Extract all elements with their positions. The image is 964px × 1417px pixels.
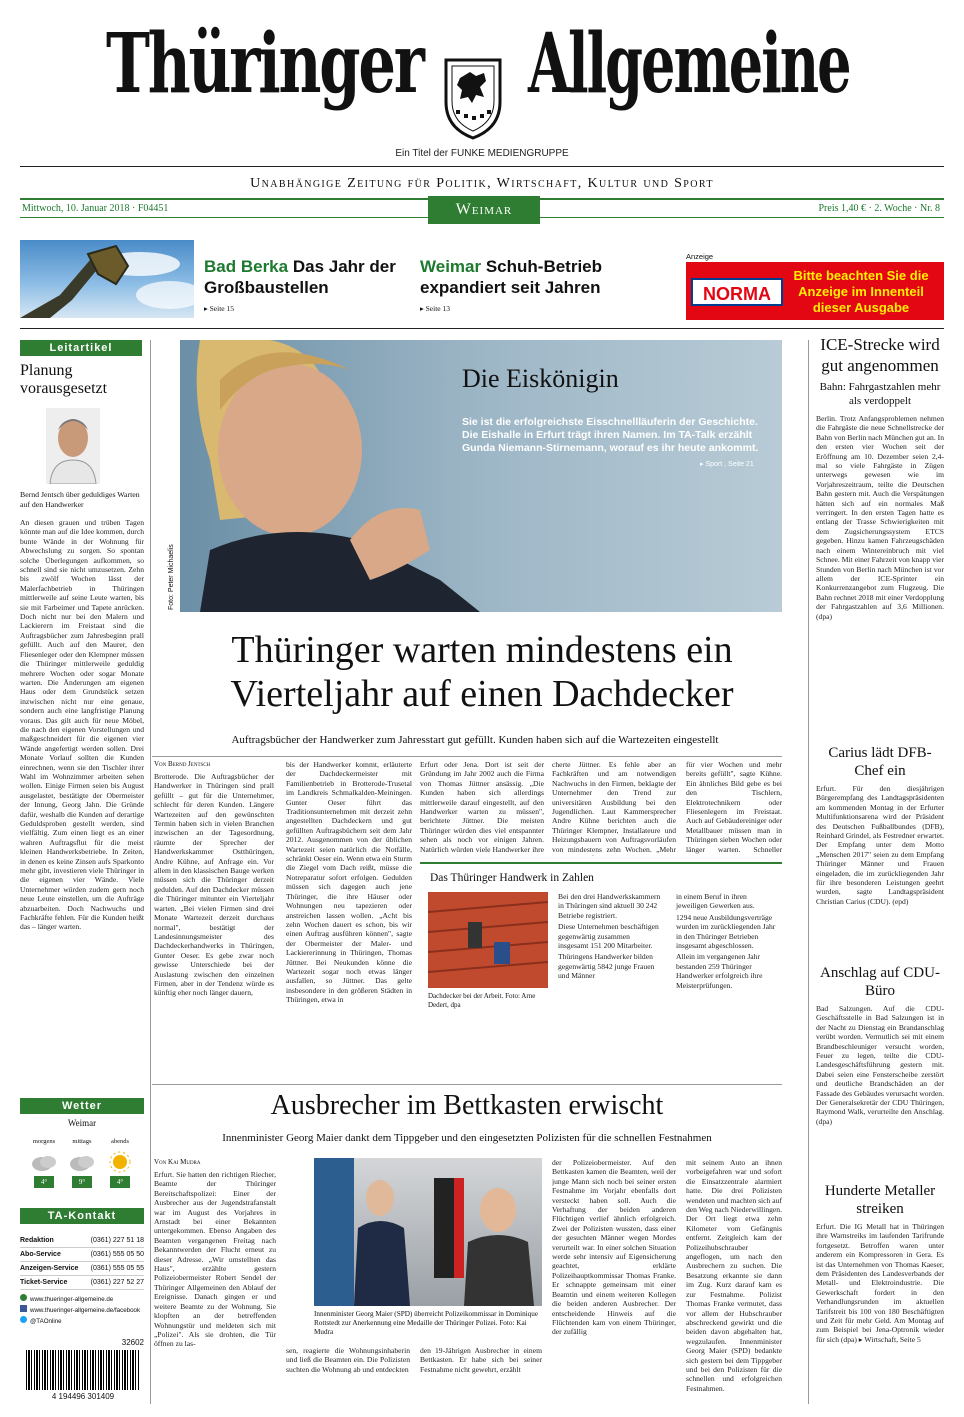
second-col-2: sen, reagierte die Wohnungsinhaberin und ließ die Beamten ein. Die Polizisten suchten die Wohnung ab und entdeckten — [286, 1346, 410, 1374]
news-carius — [816, 744, 944, 954]
teaser-headline: Das Jahr der Großbaustellen — [204, 257, 396, 297]
infobox-facts-left: Bei den drei Handwerkskammern in Thüringen sind aktuell 30 242 Betriebe registriert. Diese Unternehmen beschäftigen gegenwärtig zusammen insgesamt 151 200 Mitarbeiter. Thüringens Handwerker bilden gegenwärtig 5842 junge Frauen und Männer — [558, 892, 661, 981]
second-headline: Ausbrecher im Bettkasten erwischt — [270, 1090, 664, 1121]
barcode-bottom-number: 4 194496 301409 — [51, 1392, 115, 1401]
leitartikel-text: An diesen grauen und trüben Tagen könnte man auf die Idee kommen, durch bunte Wände in der Wohnung für Abwechslung zu sorgen. So spontan solche Überlegungen aufkommen, so schnell sind sie nicht umzusetzen. Zehn bis zwölf Wochen lässt der Malerfachbetrieb in Thüringen mittlerweile auf seine Leute warten, bis sie mit Farbeimer und Tapete anrücken. Doch nicht nur bei den Malern und Lackierern im Freistaat sind die Auftragsbücher zum Jahresbeginn prall gefüllt. Auch auf den Maurer, den Fliesenleger oder den Klempner müssen die Thüringer mittlerweile geduldig mehrere Wochen oder sogar Monate warten. Die Änderungen am eigenen Haus oder dem Grundstück setzen inzwischen nicht nur eine genaue, sondern auch eine langfristige Planung voraus. Das gilt auch für neue Möbel, die nach den eigenen Vorstellungen und maßgeschneidert für die eigenen vier Wände angefertigt werden sollen. Drei Monate Vorlauf sollten die Kunden einrechnen, wenn sie den Tischler ihrer Wahl im Wohnzimmer arbeiten sehen wollen. Einige Firmen seien bis August ausgelastet, bestätigte der Obermeister der Innung, Georg Jahn. Die Gründe dafür, weshalb die Kunden auf derartige Geduldsproben gestellt werden, sind vielfältig. Zum einen liegt es an einer wahren Auftragsflut für die meist kleinen Handwerksbetriebe. In Zeiten, in denen es keine Zinsen aufs Sparkonto mehr gibt, investieren viele Thüringer in die eigenen vier Wände. Viele Unternehmer würden zudem gern noch neue Leute einstellen, um die Aufträge abzuarbeiten. Doch Nachwuchs und Fachkräfte fehlen. Für die Kunden heißt das – länger warten. — [20, 518, 144, 932]
handwerk-infobox — [420, 862, 782, 1102]
author-portrait — [46, 408, 100, 484]
hero-ref: ▸ Sport , Seite 21 — [700, 461, 754, 468]
infobox-facts-right: in einem Beruf in ihren jeweiligen Gewerken aus. 1294 neue Ausbildungsverträge wurden im zurückliegenden Jahr in den Thüringer Betrieben insgesamt abgeschlossen. Allein im vergangenen Jahr bestanden 259 Thüringer Handwerker erfolgreich ihre Meisterprüfungen. — [676, 892, 776, 990]
roofer-caption: Dachdecker bei der Arbeit. Foto: Arne Dedert, dpa — [428, 992, 536, 1009]
barcode-bars — [26, 1350, 140, 1390]
leitartikel-body — [20, 518, 144, 1084]
ad-text: Bitte beachten Sie die Anzeige im Innenteil dieser Ausgabe — [793, 268, 929, 315]
minister-photo[interactable] — [314, 1158, 542, 1306]
lead-col-2: bis der Handwerker kommt, erläuterte der Dachdeckermeister mit Familienbetrieb in Brotterode-Trusetal im Landkreis Schmalkalden-Meiningen. Gunter Oeser führt das Traditionsunternehmen mit derzeit zehn angestellten Dachdeckern und gut gefüllten Auftragsbüchern seit dem Jahr 2012. Ausgenommen von der üblichen Wartezeit seien natürlich die Notfälle, schränkt Oeser ein. Wenn etwa ein Sturm die Ziegel vom Dach reißt, müsse die Notreparatur sofort erfolgen. Gedulden müssen sich dagegen auch jene Thüringer, die ihre Häuser oder Wohnungen neu tapezieren oder anstreichen lassen wollen. „Acht bis zehn Wochen dauert es schon, bis wir einen Auftrag ausführen können", sagte der Obermeister der Maler- und Lackiererinnung in Thüringen, Thomas Jüttner. Bei Neukunden könne die Wartezeit sogar noch etwas länger ausfallen, so Jüttner. Das gelte insbesondere in den größeren Städten in Thüringen, etwa in — [286, 760, 412, 1005]
contact-row: Ticket-Service (0361) 227 52 27 — [20, 1276, 144, 1290]
contact-row: Redaktion (0361) 227 51 18 — [20, 1234, 144, 1248]
masthead-title-right: Allgemeine — [528, 16, 850, 112]
facebook-icon — [20, 1305, 27, 1312]
hero-title: Die Eiskönigin — [462, 364, 619, 393]
hero-photo[interactable] — [180, 340, 782, 612]
teaser-page: ▸ Seite 15 — [204, 304, 235, 313]
edition-badge: Weimar — [428, 196, 540, 224]
infobox-title: Das Thüringer Handwerk in Zahlen — [430, 872, 594, 884]
barcode — [20, 1338, 146, 1404]
second-col-4: der Polizeiobermeister. Auf den Bettkasten kamen die Beamten, weil der junge Mann sich noch bei seiner ersten Festnahme im Vorjahr ebenfalls dort versteckt haben soll. Auch die Verhaftung der beiden anderen Flüchtigen verlief ähnlich erfolgreich. Zwei der Polizisten wussten, dass einer der gesuchten Männer wegen Mordes verurteilt war. In einer solchen Situation werde sehr intensiv auf Eigensicherung geachtet, erklärte Polizeihauptkommissar Thomas Franke. Er schnappte gemeinsam mit einer Beamtin und einem weiteren Kollegen die beiden anderen Ausbrecher. Der entscheidende Hinweis auf die Flüchtenden kam von einem Thüringer, der zufällig — [552, 1158, 676, 1337]
news-subline: Bahn: Fahrgastzahlen mehr als verdoppelt — [819, 381, 941, 407]
publisher-note: Ein Titel der FUNKE MEDIENGRUPPE — [395, 148, 569, 159]
weather-label: morgens — [32, 1138, 56, 1145]
teaser-headline: Schuh-Betrieb expandiert seit Jahren — [420, 257, 603, 297]
contact-row: Anzeigen-Service (0361) 555 05 55 — [20, 1262, 144, 1276]
cloud-icon — [68, 1152, 96, 1172]
news-metaller — [816, 1182, 944, 1400]
news-headline: ICE-Strecke wird gut angenommen — [820, 335, 940, 375]
lead-col-4: cherte Jüttner. Es fehle aber an Fachkräften und am notwendigen Nachwuchs in den Firmen, beklagte der Unternehmer den Trend zur universitären Ausbildung bei den Jugendlichen. Laut Kammersprecher Andre Kühne berichten auch die Thüringer Klempner, Installateure und Heizungsbauern von Auftragsvorläufen von mindestens zehn Wochen. „Mehr — [552, 760, 676, 854]
coat-of-arms-icon — [442, 56, 504, 140]
tagline: Unabhängige Zeitung für Politik, Wirtschaft, Kultur und Sport — [250, 176, 714, 191]
author-note: Bernd Jentsch über geduldiges Warten auf den Handwerker — [20, 490, 140, 509]
second-col-3: den 19-Jährigen Ausbrecher in einem Bettkasten. Er habe sich bei seiner Festnahme nicht gewehrt, erzählt — [420, 1346, 542, 1374]
lead-subline: Auftragsbücher der Handwerker zum Jahresstart gut gefüllt. Kunden haben sich auf die Wartezeiten eingestellt — [231, 734, 719, 746]
weather-location: Weimar — [67, 1118, 97, 1128]
lead-byline: Von Bernd Jentsch — [154, 760, 211, 768]
weather-label: abends — [110, 1138, 130, 1145]
weather-temp: 4° — [34, 1176, 54, 1188]
lead-col-3: Erfurt oder Jena. Dort ist seit der Gründung im Jahr 2002 auch die Firma von Thomas Jüttner ansässig. „Die Kunden haben sich allerdings mittlerweile darauf eingestellt, auf den Handwerker warten zu müssen", berichtete Jüttner. Die meisten Thüringer würden dies viel entspannter sehen als noch vor einigen Jahren. Natürlich würden viele Handwerker ihre — [420, 760, 544, 854]
facebook-link[interactable]: www.thueringer-allgemeine.de/facebook — [20, 1305, 144, 1316]
leitartikel-bar: Leitartikel — [20, 340, 142, 356]
roofer-photo[interactable] — [428, 892, 548, 988]
teaser-place: Weimar — [420, 257, 482, 276]
news-body: Erfurt. Die IG Metall hat in Thüringen ihre Warnstreiks im laufenden Tarifrunde fortgesetzt. Betroffen waren unter anderem ein Kompressoren in Gera. Es ist das Unternehmen von Thomas Kaeser, dem Präsidenten des Landesverbands der Metall- und Elektroindustrie. Die Gewerkschaft fordert in den Verhandlungsrunden im aktuellen Tarifstreit bis 100 von 180 Beschäftigten und Zeit für mehr Geld. Am Montag auf zum Beispiel bei Jena-Optronik wieder für sich (dpa) ▸ Wirtschaft, Seite 5 — [816, 1222, 944, 1344]
second-byline: Von Kai Mudra — [154, 1158, 201, 1166]
contact-table — [20, 1234, 144, 1327]
news-body: Erfurt. Für den diesjährigen Bürgerempfang des Landtagspräsidenten am kommenden Montag in der Erfurter Multifunktionsarena wird der Präsident des Deutschen Fußballbundes (DFB), Reinhard Grindel, als Festredner erwartet. Der Empfang unter dem Motto „Menschen 2017" seien zu dem Empfang Thüringer Männer und Frauen eingeladen, die im zurückliegenden Jahr für ihre besonderen Leistungen geehrt wurden, sagte Landtagspräsident Christian Carius (CDU). (epd) — [816, 784, 944, 906]
sun-icon — [106, 1150, 134, 1174]
weather-widget — [26, 1138, 142, 1192]
teaser-page: ▸ Seite 13 — [420, 304, 451, 313]
globe-icon — [20, 1294, 27, 1301]
weather-bar: Wetter — [20, 1098, 144, 1114]
news-headline: Hunderte Metaller streiken — [824, 1183, 936, 1217]
date-line: Mittwoch, 10. Januar 2018 · F04451 — [22, 203, 169, 214]
teaser-weimar[interactable] — [420, 256, 640, 313]
news-body: Berlin. Trotz Anfangsproblemen nehmen die Fahrgäste die neue Schnellstrecke der Bahn von Berlin nach München gut an. In den ersten vier Wochen seit der Eröffnung am 10. Dezember seien 2,4-mal so viele Fahrgäste in Zügen unterwegs gewesen wie im Vorjahreszeitraum, teilte die Deutschen Bahn gestern mit. Auch die Verspätungen hätten sich auf ein normales Maß verringert. In den ersten Tagen hatte es entlang der Trasse Schwierigkeiten mit dem Zugsicherungssystem ETCS gegeben. Hinzu kamen Fahrzeugschäden nach einem Wintereinbruch mit viel Schnee. Mit einer Fahrzeit von knapp vier Stunden von Berlin nach München ist vor allem der ICE-Sprinter ein Konkurrenzangebot zum Flugzeug. Die Bahn rechnet 2018 mit einer Verdopplung der Fahrgastzahlen auf 3,6 Millionen. (dpa) — [816, 414, 944, 621]
twitter-link[interactable]: @TAOnline — [20, 1316, 144, 1327]
news-ice — [816, 334, 944, 686]
norma-ad[interactable] — [686, 262, 944, 320]
teaser-photo[interactable] — [20, 240, 194, 318]
second-col-5: mit seinem Auto an ihnen vorbeigefahren war und sofort die Einsatzzentrale alarmiert hatte. Die drei Polizisten wendeten und machten sich auf den Weg nach Niederwillingen. Der Ort liegt etwa zehn Kilometer vom Gefängnis entfernt. Zeitgleich kam der Polizeihubschrauber angeflogen, um nach den Ausbrechern zu suchen. Die Besatzung erkannte sie dann im Zug. Kurz darauf kam es zur Festnahme. Polizist Thomas Franke vermutet, dass vor allem der Hubschrauber abschreckend gewirkt und die beiden davon abgehalten hat, wegzulaufen. Innenminister Georg Maier (SPD) bedankte sich gestern bei dem Tippgeber und bei den Polizisten für die schnellen und erfolgreichen Festnahmen. — [686, 1158, 782, 1393]
teaser-place: Bad Berka — [204, 257, 289, 276]
leitartikel-headline: Planung vorausgesetzt — [20, 362, 108, 397]
barcode-top-number: 32602 — [121, 1338, 144, 1347]
news-body: Bad Salzungen. Auf die CDU-Geschäftsstelle in Bad Salzungen ist in der Nacht zu Dienstag ein Brandanschlag verübt worden. Vermutlich sei mit einem Brandbeschleuniger versucht worden, Feuer zu legen, teilte die CDU-Landesgeschäftsführung gestern mit. Dabei seien eine Fensterscheibe zerstört und deutliche Brandschäden an der Fassade des Gebäudes verursacht worden. Der Generalsekretär der CDU Thüringen, Raymond Walk, verurteilte den Anschlag. (dpa) — [816, 1004, 944, 1126]
weather-temp: 9° — [72, 1176, 92, 1188]
price-line: Preis 1,40 € · 2. Woche · Nr. 8 — [818, 203, 940, 214]
web-link[interactable]: www.thueringer-allgemeine.de — [20, 1294, 144, 1305]
second-subline: Innenminister Georg Maier dankt dem Tippgeber und den eingesetzten Polizisten für die schnellen Festnahmen — [222, 1132, 712, 1144]
hero-text: Sie ist die erfolgreichste Eisschnellläuferin der Geschichte. Die Eishalle in Erfurt trägt ihren Namen. Im TA-Talk erzählt Gunda Niemann-Stirnemann, worauf es ihr heute ankommt. — [462, 416, 759, 454]
weather-temp: 4° — [110, 1176, 130, 1188]
news-headline: Carius lädt DFB-Chef ein — [828, 745, 932, 779]
norma-logo: NORMA — [691, 278, 783, 306]
twitter-icon — [20, 1316, 27, 1323]
minister-caption: Innenminister Georg Maier (SPD) überreicht Polizeikommissar in Dominique Rottstedt zur Anerkennung eine Medaille der Thüringer Polizei. Foto: Kai Mudra — [314, 1310, 539, 1336]
weather-label: mittags — [72, 1138, 92, 1145]
teaser-bad-berka[interactable] — [204, 256, 404, 313]
photo-credit: Foto: Peter Michaelis — [168, 544, 175, 610]
cloud-icon — [30, 1152, 58, 1172]
lead-col-5: für vier Wochen und mehr bereits gefüllt", sagte Kühne. Ein ähnliches Bild gebe es bei den Tischlern, Elektrotechnikern oder Fliesenlegern im Freistaat. Auch auf Gebäudereiniger oder Metallbauer müssen man in Thüringen sieben Wochen oder länger warten. Schneller — [686, 760, 782, 854]
masthead — [0, 0, 964, 230]
contact-bar: TA-Kontakt — [20, 1208, 144, 1224]
second-col-1: Erfurt. Sie hatten den richtigen Riecher, Beamte der Thüringer Bereitschaftspolizei: Einer der Ausbrecher aus der Jugendstrafanstalt war im August des Vorjahres in Arnstadt bei einer Bekannten untergekommen. Ebenso Angaben des Beamten vergangenen Freitag nach Bekanntwerden der Flucht erneut zu dieser Adresse. „Wir umstellten das Haus", erzählte gestern Polizeiobermeister Robert Sendel der Thüringer Allgemeinen den Ablauf der Ereignisse. Danach gingen er und weitere Beamte zu der Wohnung. Sie klopften an der betreffenden Wohnungstür und meldeten sich mit „Polizei". Als sie drohten, die Tür öffnen zu las- — [154, 1170, 276, 1349]
lead-col-1: Brotterode. Die Auftragsbücher der Handwerker in Thüringen sind prall gefüllt – gut für die Unternehmer, schlecht für deren Kunden. Längere Wartezeiten auf den gewünschten Termin haben sich in vielen Branchen inzwischen an der Tagesordnung, räumte der Sprecher der Handwerkskammer Ostthüringen, Andre Kühne, auf Anfrage ein. Vor allem in den klassischen Bauge werken müssen sich die Thüringer derzeit gedulden. Auf den Dachdecker müssen die Thüringer mitunter ein Vierteljahr warten. „Bei vielen Firmen sind drei Monate Wartezeit derzeit durchaus normal", bestätigt der Landesinnungsmeister des Dachdeckerhandwerks in Thüringen, Gunter Oeser. Es gebe zwar noch gewisse Unterschiede bei der Auslastung zwischen den einzelnen Firmen, aber in der Tendenz würde es künftig eher noch länger dauern, — [154, 772, 274, 998]
masthead-title-left: Thüringer — [106, 16, 423, 112]
news-anschlag — [816, 964, 944, 1174]
lead-headline: Thüringer warten mindestens ein Vierteljahr auf einen Dachdecker — [230, 629, 734, 715]
ad-label: Anzeige — [686, 252, 714, 261]
contact-row: Abo-Service (0361) 555 05 50 — [20, 1248, 144, 1262]
news-headline: Anschlag auf CDU-Büro — [820, 965, 940, 999]
